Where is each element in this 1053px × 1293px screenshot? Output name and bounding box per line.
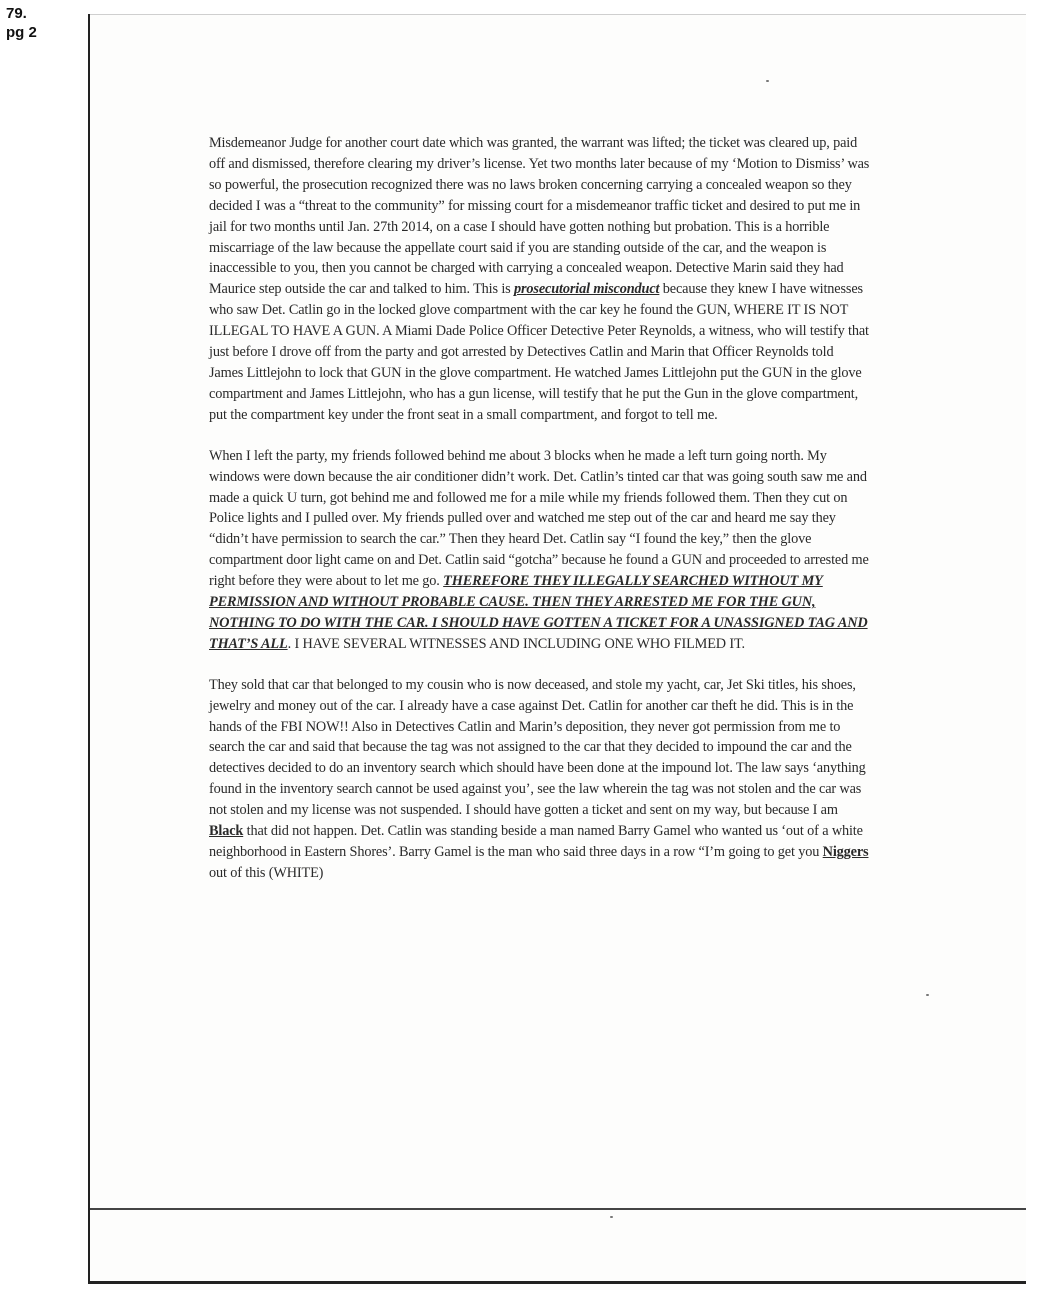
text-run: that did not happen. Det. Catlin was standing beside a man named Barry Gamel who wanted us ‘out of a white neighborhood in Eastern Shores’. Barry Gamel is the man who said three days in a row “I’m going to get you — [209, 823, 863, 860]
paragraph-3 — [209, 675, 870, 884]
text-run: out of this (WHITE) — [209, 864, 324, 881]
scan-speck — [766, 80, 769, 82]
text-run: . I HAVE SEVERAL WITNESSES AND INCLUDING ONE WHO FILMED IT. — [287, 635, 745, 652]
emphasized-text: Niggers — [822, 844, 869, 860]
page-footer-rule — [90, 1208, 1026, 1210]
scanned-page — [88, 14, 1026, 1284]
text-run: because they knew I have witnesses who saw Det. Catlin go in the locked glove compartment with the car key he found the GUN, WHERE IT IS NOT ILLEGAL TO HAVE A GUN. A Miami Dade Police Officer Detective Peter Reynolds, a witness, who will testify that just before I drove off from the party and got arrested by Detectives Catlin and Marin that Officer Reynolds told James Littlejohn to lock that GUN in the glove compartment. He watched James Littlejohn put the GUN in the glove compartment and James Littlejohn, who has a gun license, will testify that he put the Gun in the glove compartment, put the compartment key under the front seat in a small compartment, and forgot to tell me. — [209, 281, 869, 423]
paragraph-gap — [209, 655, 870, 675]
paragraph-gap — [209, 426, 870, 446]
page-indicator: pg 2 — [6, 24, 37, 41]
paragraph-2 — [209, 446, 870, 655]
text-run: When I left the party, my friends followed behind me about 3 blocks when he made a left turn going north. My windows were down because the air conditioner didn’t work. Det. Catlin’s tinted car that was going south saw me and made a quick U turn, got behind me and followed me for a mile while my friends followed them. Then they cut on Police lights and I pulled over. My friends pulled over and watched me step out of the car and heard me say they “didn’t have permission to search the car.” Then they heard Det. Catlin say “I found the key,” then the glove compartment door light came on and Det. Catlin said “gotcha” because he found a GUN and proceeded to arrested me right before they were about to let me go. — [209, 447, 869, 590]
scan-top-edge — [90, 14, 1026, 15]
scan-speck — [610, 1216, 613, 1218]
emphasized-text: prosecutorial misconduct — [514, 281, 660, 298]
document-number: 79. — [6, 5, 27, 22]
scan-speck — [926, 994, 929, 996]
letter-body — [209, 133, 870, 884]
text-run: Misdemeanor Judge for another court date which was granted, the warrant was lifted; the ticket was cleared up, paid off and dismissed, therefore clearing my driver’s license. Yet two months later because of my ‘Motion to Dismiss’ was so powerful, the prosecution recognized there was no laws broken concerning carrying a concealed weapon so they decided I was a “threat to the community” for missing court for a misdemeanor traffic ticket and desired to put me in jail for two months until Jan. 27th 2014, on a case I should have gotten nothing but probation. This is a horrible miscarriage of the law because the appellate court said if you are standing outside of the car, and the weapon is inaccessible to you, then you cannot be charged with carrying a concealed weapon. Detective Marin said they had Maurice step outside the car and talked to him. This is — [209, 135, 870, 298]
emphasized-text: THEREFORE THEY ILLEGALLY SEARCHED WITHOUT MY PERMISSION AND WITHOUT PROBABLE CAUSE. THEN THEY ARRESTED ME FOR THE GUN, NOTHING TO DO WITH THE CAR. I SHOULD HAVE GOTTEN A TICKET FOR A UNASSIGNED TAG AND THAT’S ALL — [209, 573, 868, 652]
text-run: They sold that car that belonged to my cousin who is now deceased, and stole my yacht, car, Jet Ski titles, his shoes, jewelry and money out of the car. I already have a case against Det. Catlin for another car theft he did. This is in the hands of the FBI NOW!! Also in Detectives Catlin and Marin’s deposition, they never got permission from me to search the car and said that because the tag was not assigned to the car that they decided to impound the car and the detectives decided to do an inventory search which should have been done at the impound lot. The law says ‘anything found in the inventory search cannot be used against you’, see the law wherein the tag was not stolen and the car was not stolen and my license was not suspended. I should have gotten a ticket and sent on my way, but because I am — [209, 676, 866, 819]
emphasized-text: Black — [209, 823, 244, 840]
page-number-label — [6, 4, 37, 42]
paragraph-1 — [209, 133, 870, 426]
